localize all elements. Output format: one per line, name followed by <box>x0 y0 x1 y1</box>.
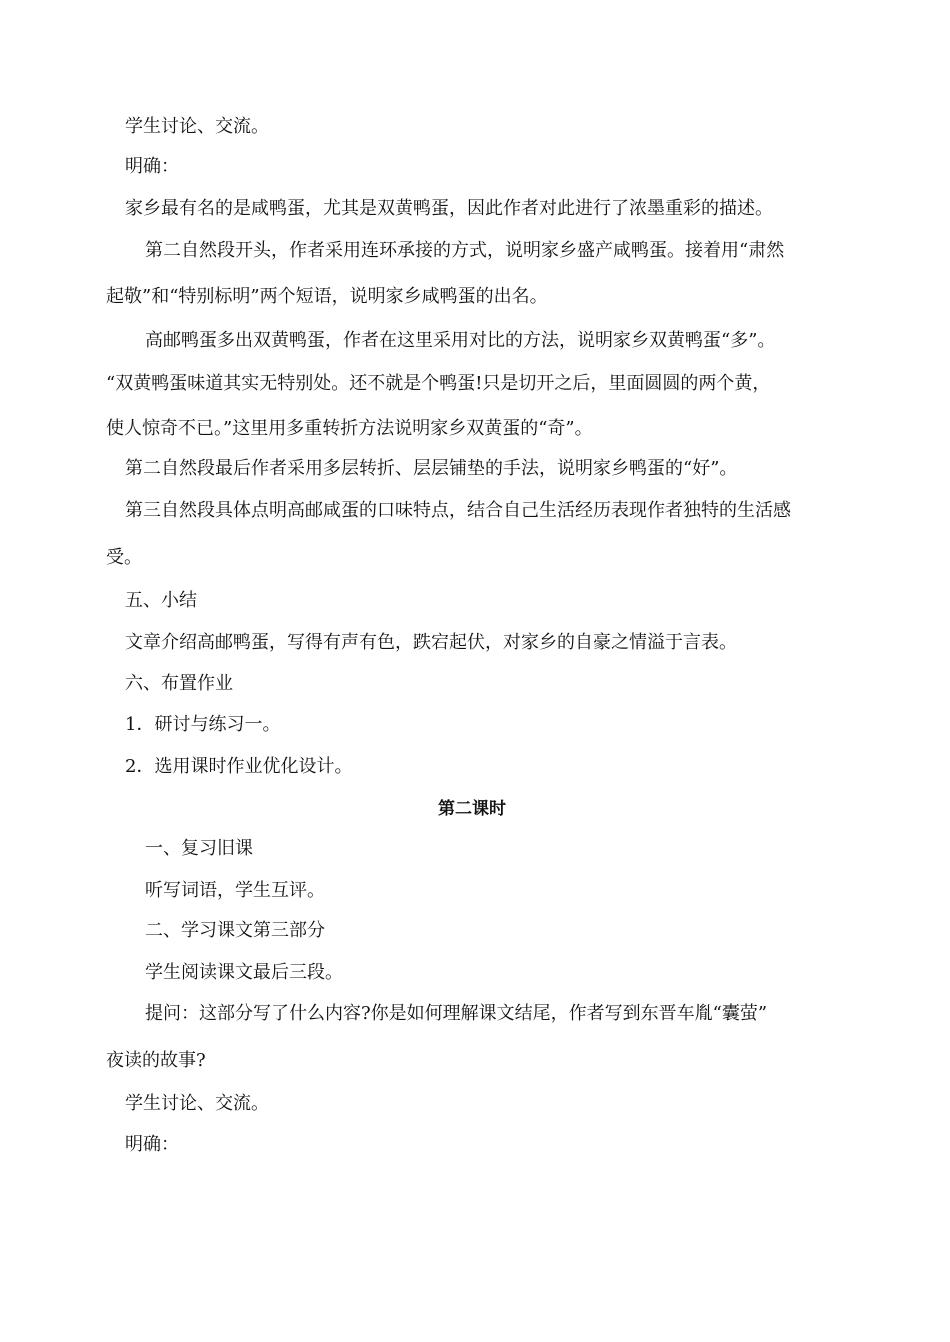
paragraph-line: “双黄鸭蛋味道其实无特别处。还不就是个鸭蛋!只是切开之后，里面圆圆的两个黄， <box>106 373 771 394</box>
section-heading: 六、布置作业 <box>125 673 233 694</box>
paragraph-line: 第三自然段具体点明高邮咸蛋的口味特点，结合自己生活经历表现作者独特的生活感 <box>125 500 791 521</box>
paragraph-line: 家乡最有名的是咸鸭蛋，尤其是双黄鸭蛋，因此作者对此进行了浓墨重彩的描述。 <box>125 198 773 219</box>
paragraph-line: 起敬”和“特别标明”两个短语，说明家乡咸鸭蛋的出名。 <box>106 286 548 307</box>
paragraph-line: 学生讨论、交流。 <box>125 116 269 137</box>
paragraph-line: 听写词语，学生互评。 <box>145 880 325 901</box>
paragraph-line: 提问：这部分写了什么内容?你是如何理解课文结尾，作者写到东晋车胤“囊萤” <box>145 1003 768 1024</box>
paragraph-line: 明确： <box>125 156 179 177</box>
section-heading: 五、小结 <box>125 590 197 611</box>
paragraph-line: 高邮鸭蛋多出双黄鸭蛋，作者在这里采用对比的方法，说明家乡双黄鸭蛋“多”。 <box>145 330 776 351</box>
paragraph-line: 学生阅读课文最后三段。 <box>145 962 343 983</box>
paragraph-line: 明确： <box>125 1134 179 1155</box>
paragraph-line: 使人惊奇不已。”这里用多重转折方法说明家乡双黄蛋的“奇”。 <box>106 418 593 439</box>
paragraph-line: 夜读的故事? <box>106 1050 206 1071</box>
paragraph-line: 第二自然段最后作者采用多层转折、层层铺垫的手法，说明家乡鸭蛋的“好”。 <box>125 458 738 479</box>
paragraph-line: 受。 <box>106 547 142 568</box>
section-heading: 二、学习课文第三部分 <box>145 920 325 941</box>
section-heading: 一、复习旧课 <box>145 838 253 859</box>
paragraph-line: 学生讨论、交流。 <box>125 1093 269 1114</box>
lesson-title: 第二课时 <box>438 799 506 819</box>
paragraph-line: 第二自然段开头，作者采用连环承接的方式，说明家乡盛产咸鸭蛋。接着用“肃然 <box>145 240 785 261</box>
list-item: 1．研讨与练习一。 <box>125 714 281 735</box>
paragraph-line: 文章介绍高邮鸭蛋，写得有声有色，跌宕起伏，对家乡的自豪之情溢于言表。 <box>125 632 737 653</box>
list-item: 2．选用课时作业优化设计。 <box>125 756 353 777</box>
